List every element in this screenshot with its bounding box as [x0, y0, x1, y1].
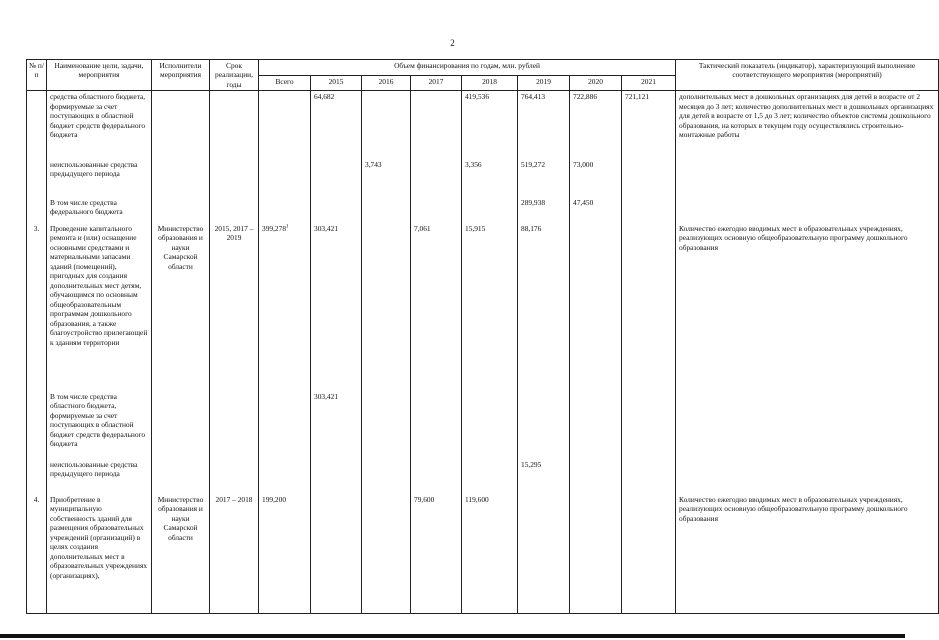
row-total: [259, 91, 311, 159]
row-2016: [362, 91, 411, 159]
row-2021: [622, 391, 676, 459]
row-num: 3.: [27, 223, 47, 391]
row-term: [210, 459, 259, 494]
row-executor: [152, 391, 210, 459]
col-header-total: Всего: [259, 75, 311, 91]
row-2016: 3,743: [362, 159, 411, 197]
row-2019: 15,295: [518, 459, 570, 494]
row-indicator: дополнительных мест в дошкольных организациях для детей в возрасте от 2 месяцев до 3 лет; количество дополнительных мест в дошкольных организациях для детей в возрасте от 1,5 до 3 лет; количество объектов системы дошкольного образования, на которых в текущем году осуществлялись строительно-монтажные работы: [676, 91, 939, 223]
row-name: Приобретение в муниципальную собственность зданий для размещения образовательных учреждений (организаций) в целях создания дополнительных мест в образовательных учреждениях (организациях),: [47, 494, 152, 614]
row-2017: [411, 159, 462, 197]
row-2015: 303,421: [311, 223, 362, 391]
row-2020: [570, 494, 622, 614]
row-2019: 289,938: [518, 197, 570, 223]
row-2015: 303,421: [311, 391, 362, 459]
row-2019: [518, 494, 570, 614]
row-2015: [311, 494, 362, 614]
row-2018: [462, 391, 518, 459]
row-2018: 119,600: [462, 494, 518, 614]
row-executor: [152, 197, 210, 223]
row-indicator: Количество ежегодно вводимых мест в образовательных учреждениях, реализующих основную общеобразовательную программу дошкольного образования: [676, 494, 939, 614]
row-2016: [362, 223, 411, 391]
row-2018: 3,356: [462, 159, 518, 197]
row-total: [259, 197, 311, 223]
row-total: 199,200: [259, 494, 311, 614]
row-2019: 764,413: [518, 91, 570, 159]
row-indicator: Количество ежегодно вводимых мест в образовательных учреждениях, реализующих основную общеобразовательную программу дошкольного образования: [676, 223, 939, 391]
col-header-finance: Объем финансирования по годам, млн. рублей: [259, 60, 676, 76]
row-total-value: 399,278: [262, 223, 287, 233]
row-total: [259, 223, 311, 391]
row-executor: Министерство образования и науки Самарской области: [152, 494, 210, 614]
row-2020: [570, 459, 622, 494]
row-2018: 419,536: [462, 91, 518, 159]
row-2021: [622, 197, 676, 223]
row-term: 2015, 2017 – 2019: [210, 223, 259, 391]
row-indicator: [676, 391, 939, 459]
table-row: [27, 494, 939, 614]
table-row: [27, 459, 939, 494]
col-header-year: 2017: [411, 75, 462, 91]
row-2021: [622, 494, 676, 614]
row-name: неиспользованные средства предыдущего периода: [47, 159, 152, 197]
row-2019: [518, 391, 570, 459]
table-header-row: [27, 60, 939, 76]
row-2020: [570, 223, 622, 391]
row-2015: [311, 459, 362, 494]
row-term: 2017 – 2018: [210, 494, 259, 614]
row-term: [210, 159, 259, 197]
page-number: 2: [450, 38, 455, 48]
row-total: [259, 159, 311, 197]
row-num: [27, 91, 47, 159]
row-executor: Министерство образования и науки Самарской области: [152, 223, 210, 391]
row-2016: [362, 494, 411, 614]
row-name: неиспользованные средства предыдущего периода: [47, 459, 152, 494]
row-2015: [311, 197, 362, 223]
row-2020: 47,450: [570, 197, 622, 223]
row-total: [259, 391, 311, 459]
col-header-term: Срок реализации, годы: [210, 60, 259, 91]
row-term: [210, 197, 259, 223]
row-name: В том числе средства федерального бюджета: [47, 197, 152, 223]
row-2018: [462, 459, 518, 494]
row-2017: 7,061: [411, 223, 462, 391]
row-2021: 721,121: [622, 91, 676, 159]
col-header-executors: Исполнители мероприятия: [152, 60, 210, 91]
footnote-marker: 1: [286, 224, 289, 230]
row-2016: [362, 197, 411, 223]
row-indicator: [676, 459, 939, 494]
row-2019: 88,176: [518, 223, 570, 391]
row-executor: [152, 159, 210, 197]
row-2019: 519,272: [518, 159, 570, 197]
row-2016: [362, 391, 411, 459]
col-header-name: Наименование цели, задачи, мероприятия: [47, 60, 152, 91]
row-2017: 79,600: [411, 494, 462, 614]
col-header-year: 2015: [311, 75, 362, 91]
table-row: [27, 391, 939, 459]
col-header-year: 2016: [362, 75, 411, 91]
col-header-year: 2019: [518, 75, 570, 91]
col-header-indicator: Тактический показатель (индикатор), характеризующий выполнение соответствующего мероприятия (мероприятий): [676, 60, 939, 91]
row-2018: [462, 197, 518, 223]
row-2021: [622, 459, 676, 494]
col-header-year: 2018: [462, 75, 518, 91]
row-2017: [411, 391, 462, 459]
row-num: [27, 391, 47, 459]
row-term: [210, 391, 259, 459]
row-executor: [152, 91, 210, 159]
row-2020: 722,886: [570, 91, 622, 159]
col-header-year: 2020: [570, 75, 622, 91]
row-total: [259, 459, 311, 494]
row-name: Проведение капитального ремонта и (или) оснащение основными средствами и материальными запасами зданий (помещений), пригодных для создания дополнительных мест детям, обучающимся по основным общеобразовательным программам дошкольного образования, а также благоустройство прилегающей к зданиям территории: [47, 223, 152, 391]
financing-table: [26, 59, 939, 614]
row-2015: [311, 159, 362, 197]
row-num: [27, 159, 47, 197]
row-2021: [622, 223, 676, 391]
col-header-year: 2021: [622, 75, 676, 91]
row-2021: [622, 159, 676, 197]
row-num: [27, 459, 47, 494]
table-row: [27, 91, 939, 159]
scan-bottom-edge: [0, 634, 905, 638]
row-name: средства областного бюджета, формируемые за счет поступающих в областной бюджет средств федерального бюджета: [47, 91, 152, 159]
row-2018: 15,915: [462, 223, 518, 391]
row-num: 4.: [27, 494, 47, 614]
row-name: В том числе средства областного бюджета, формируемые за счет поступающих в областной бюджет средств федерального бюджета: [47, 391, 152, 459]
row-2016: [362, 459, 411, 494]
row-2020: [570, 391, 622, 459]
row-2020: 73,000: [570, 159, 622, 197]
row-2015: 64,682: [311, 91, 362, 159]
row-executor: [152, 459, 210, 494]
col-header-num: № п/п: [27, 60, 47, 91]
row-2017: [411, 91, 462, 159]
row-2017: [411, 459, 462, 494]
table-row: [27, 223, 939, 391]
row-num: [27, 197, 47, 223]
row-term: [210, 91, 259, 159]
row-2017: [411, 197, 462, 223]
